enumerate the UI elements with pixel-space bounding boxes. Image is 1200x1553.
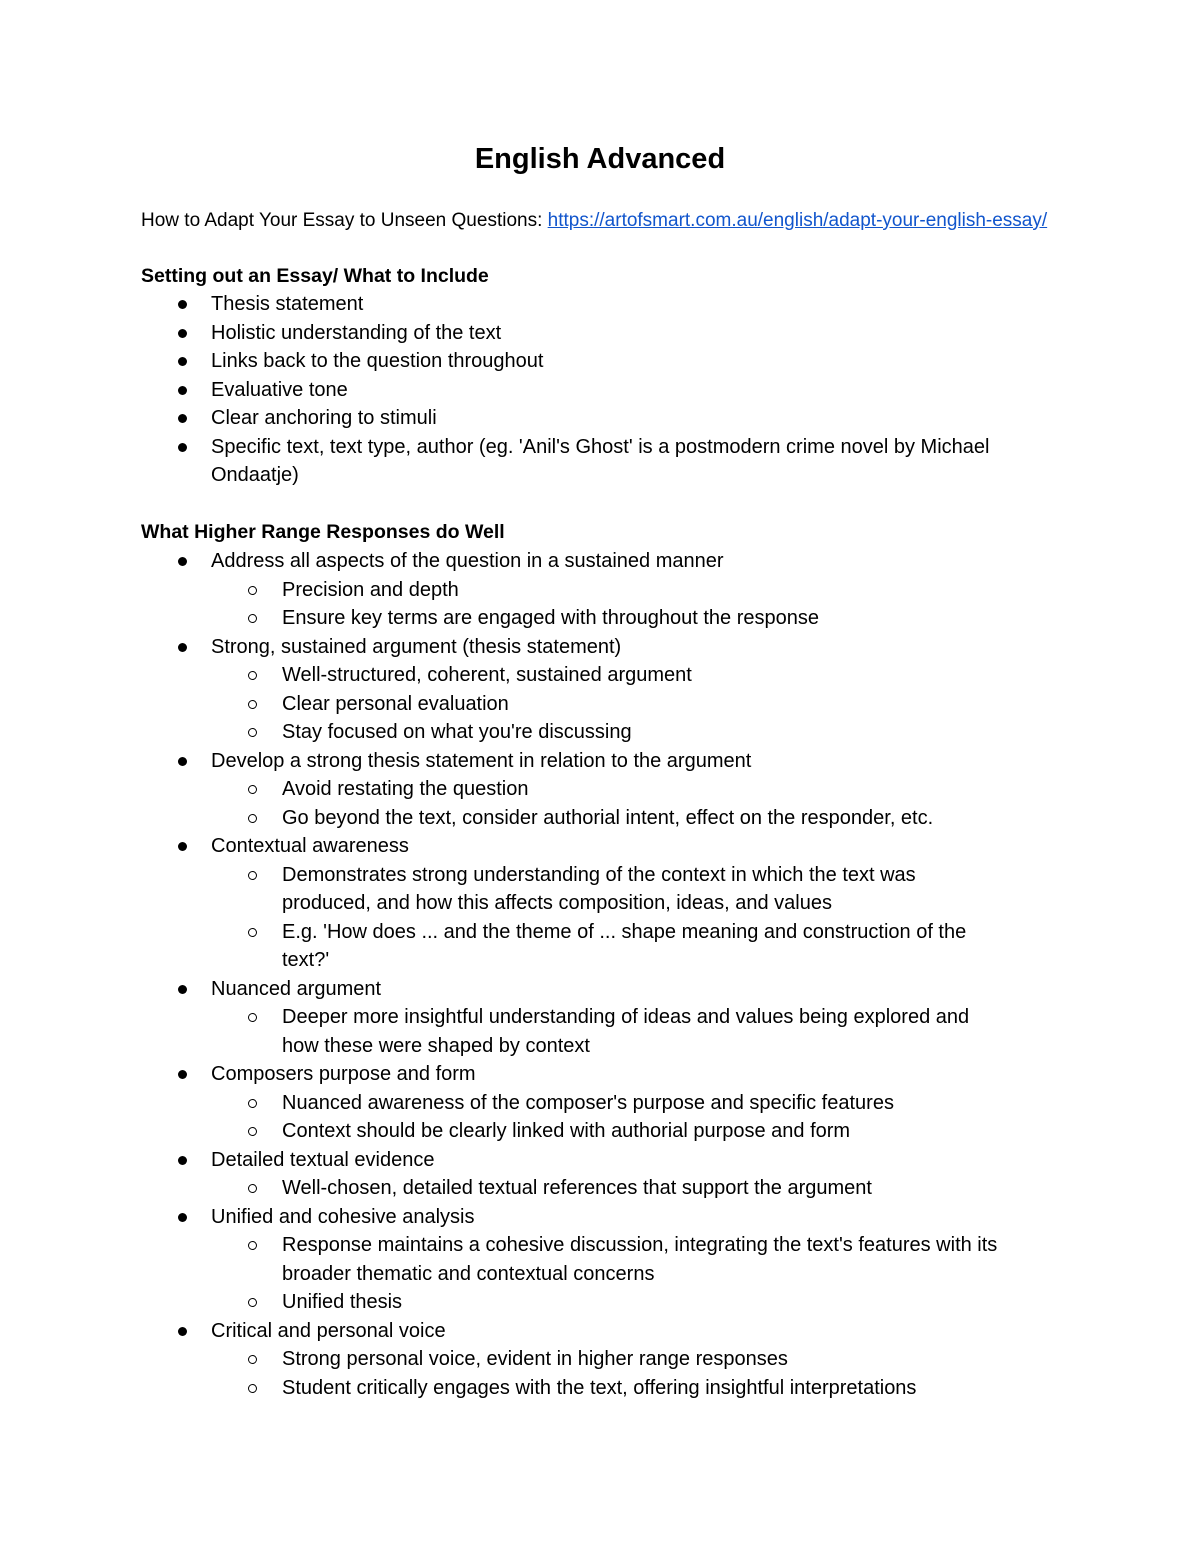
bullet-icon	[178, 1070, 187, 1079]
list-item	[0, 747, 1200, 776]
list-item-text: Thesis statement	[211, 293, 364, 315]
sub-list-item-text: Strong personal voice, evident in higher range responses	[282, 1348, 788, 1370]
sub-bullet-icon	[248, 1099, 257, 1108]
sub-list-item-text: Well-structured, coherent, sustained argument	[282, 664, 692, 686]
sub-bullet-icon	[248, 1298, 257, 1307]
list-item	[0, 404, 1200, 433]
sub-list-item-text: Well-chosen, detailed textual references that support the argument	[282, 1177, 872, 1199]
list-item-text: Specific text, text type, author (eg. 'Anil's Ghost' is a postmodern crime novel by Michael	[211, 435, 990, 458]
sub-list-item-text: broader thematic and contextual concerns	[282, 1262, 655, 1285]
list-item	[0, 832, 1200, 861]
bullet-icon	[178, 357, 187, 366]
bullet-icon	[178, 386, 187, 395]
bullet-icon	[178, 1156, 187, 1165]
sub-list-item	[0, 690, 1200, 719]
sub-list-item	[0, 604, 1200, 633]
document-title: English Advanced	[474, 143, 726, 175]
list-item-text: Evaluative tone	[211, 378, 348, 401]
list-item	[0, 347, 1200, 376]
list-item	[0, 1203, 1200, 1232]
sub-list-item	[0, 918, 1200, 947]
sub-list-item	[0, 576, 1200, 605]
bullet-icon	[178, 557, 187, 566]
sub-list-item	[0, 775, 1200, 804]
list-item-text: Ondaatje)	[211, 464, 299, 486]
sub-list-item-text: Avoid restating the question	[282, 778, 529, 800]
sub-bullet-icon	[248, 700, 257, 709]
bullet-icon	[178, 414, 187, 423]
list-item	[0, 376, 1200, 405]
sub-list-item-text: Nuanced awareness of the composer's purpose and specific features	[282, 1091, 894, 1114]
list-item-text: Critical and personal voice	[211, 1319, 446, 1342]
sub-bullet-icon	[248, 1355, 257, 1364]
sub-list-item-text: Stay focused on what you're discussing	[282, 721, 632, 743]
intro-line	[141, 208, 1047, 234]
sub-bullet-icon	[248, 785, 257, 794]
sub-list-item-continuation	[0, 889, 1200, 918]
sub-list-item	[0, 1345, 1200, 1374]
list-item-text: Unified and cohesive analysis	[211, 1205, 475, 1228]
sub-list-item-text: text?'	[282, 949, 330, 971]
list-item	[0, 633, 1200, 662]
list-item	[0, 433, 1200, 462]
list-item-text: Nuanced argument	[211, 977, 382, 1000]
list-item	[0, 975, 1200, 1004]
list-item	[0, 1317, 1200, 1346]
sub-bullet-icon	[248, 1013, 257, 1022]
sub-list-item-text: produced, and how this affects composition, ideas, and values	[282, 892, 832, 914]
sub-list-item	[0, 1003, 1200, 1032]
list-item-text: Composers purpose and form	[211, 1063, 476, 1085]
sub-list-item	[0, 718, 1200, 747]
list-item-text: Holistic understanding of the text	[211, 321, 502, 344]
sub-list-item	[0, 804, 1200, 833]
bullet-icon	[178, 985, 187, 994]
sub-list-item-text: Clear personal evaluation	[282, 692, 509, 715]
sub-bullet-icon	[248, 1184, 257, 1193]
sub-list-item-continuation	[0, 1032, 1200, 1061]
sub-list-item-text: Unified thesis	[282, 1291, 403, 1313]
sub-bullet-icon	[248, 928, 257, 937]
list-item	[0, 290, 1200, 319]
sub-list-item-continuation	[0, 1260, 1200, 1289]
sub-list-item-text: how these were shaped by context	[282, 1034, 590, 1057]
sub-list-item-text: Student critically engages with the text, offering insightful interpretations	[282, 1376, 917, 1399]
sub-list-item	[0, 1231, 1200, 1260]
article-link[interactable]: https://artofsmart.com.au/english/adapt-your-english-essay/	[547, 210, 1048, 231]
sub-list-item-text: E.g. 'How does ... and the theme of ... shape meaning and construction of the	[282, 920, 967, 943]
list-item-continuation	[0, 461, 1200, 490]
bullet-icon	[178, 329, 187, 338]
list-item	[0, 1146, 1200, 1175]
sub-list-item-text: Go beyond the text, consider authorial intent, effect on the responder, etc.	[282, 806, 934, 829]
list-item-text: Develop a strong thesis statement in relation to the argument	[211, 749, 752, 772]
sub-bullet-icon	[248, 728, 257, 737]
sub-list-item	[0, 661, 1200, 690]
sub-list-item-text: Ensure key terms are engaged with throughout the response	[282, 607, 819, 629]
sub-bullet-icon	[248, 1241, 257, 1250]
bullet-icon	[178, 757, 187, 766]
sub-list-item-text: Precision and depth	[282, 578, 459, 601]
section-heading-higher-range: What Higher Range Responses do Well	[141, 521, 505, 543]
list-item	[0, 319, 1200, 348]
sub-bullet-icon	[248, 671, 257, 680]
sub-bullet-icon	[248, 871, 257, 880]
bullet-icon	[178, 842, 187, 851]
sub-list-item	[0, 1374, 1200, 1403]
sub-list-item-continuation	[0, 946, 1200, 975]
list-item	[0, 1060, 1200, 1089]
list-item-text: Clear anchoring to stimuli	[211, 407, 437, 429]
sub-list-item-text: Context should be clearly linked with authorial purpose and form	[282, 1120, 851, 1142]
bullet-icon	[178, 300, 187, 309]
sub-list-item-text: Deeper more insightful understanding of ideas and values being explored and	[282, 1006, 970, 1028]
sub-bullet-icon	[248, 1127, 257, 1136]
section-heading-essay-setup: Setting out an Essay/ What to Include	[141, 265, 489, 287]
sub-list-item	[0, 1117, 1200, 1146]
sub-bullet-icon	[248, 1384, 257, 1393]
bullet-icon	[178, 443, 187, 452]
list-item-text: Links back to the question throughout	[211, 350, 544, 372]
sub-list-item	[0, 1089, 1200, 1118]
sub-list-item	[0, 861, 1200, 890]
list-item-text: Detailed textual evidence	[211, 1148, 435, 1171]
bullet-icon	[178, 643, 187, 652]
sub-bullet-icon	[248, 814, 257, 823]
sub-list-item-text: Demonstrates strong understanding of the context in which the text was	[282, 863, 916, 886]
list-item-text: Strong, sustained argument (thesis statement)	[211, 635, 622, 658]
sub-list-item-text: Response maintains a cohesive discussion, integrating the text's features with its	[282, 1234, 998, 1256]
list-item-text: Contextual awareness	[211, 835, 409, 857]
list-item	[0, 547, 1200, 576]
list-item-text: Address all aspects of the question in a sustained manner	[211, 550, 724, 572]
bullet-icon	[178, 1327, 187, 1336]
sub-list-item	[0, 1174, 1200, 1203]
sub-list-item	[0, 1288, 1200, 1317]
higher-range-list	[0, 547, 1200, 1402]
bullet-icon	[178, 1213, 187, 1222]
sub-bullet-icon	[248, 614, 257, 623]
sub-bullet-icon	[248, 586, 257, 595]
essay-setup-list	[0, 290, 1200, 490]
intro-label: How to Adapt Your Essay to Unseen Questions:	[141, 210, 548, 231]
